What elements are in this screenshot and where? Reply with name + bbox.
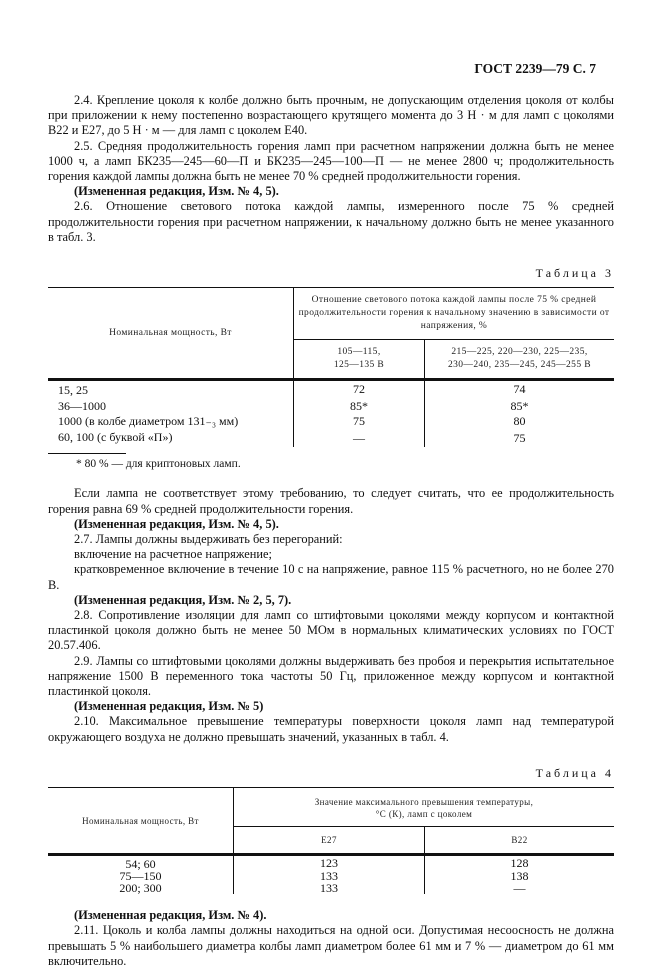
table-row: 200; 300 133 — [48, 882, 614, 894]
table-3 [48, 287, 614, 447]
amendment-note: (Измененная редакция, Изм. № 5) [74, 699, 264, 714]
footnote-divider [48, 453, 126, 454]
table-4-col-power: Номинальная мощность, Вт [48, 788, 234, 855]
table-row: 54; 60 123 128 [48, 855, 614, 871]
table-3-col-v1: 105—115, 125—135 В [294, 340, 425, 380]
amendment-note: (Измененная редакция, Изм. № 4, 5). [74, 184, 279, 199]
clause-2-9: 2.9. Лампы со штифтовыми цоколями должны выдерживать без пробоя и перекрытия испытательное напряжение 1500 В переменного тока частоты 50 Гц, приложенное между корпусом и контактной пластинкой цоколя. [48, 653, 614, 699]
amendment-note: (Измененная редакция, Изм. № 2, 5, 7). [74, 592, 292, 607]
table-4-group-header: Значение максимального превышения температуры, °С (К), ламп с цоколем [234, 788, 615, 827]
table-3-caption: Таблица 3 [535, 266, 614, 281]
table-4 [48, 787, 614, 894]
document-body [48, 93, 614, 969]
table-4-col-e27: Е27 [234, 827, 425, 855]
table-4-caption: Таблица 4 [535, 765, 614, 780]
clause-2-11: 2.11. Цоколь и колба лампы должны находиться на одной оси. Допустимая несоосность не должна превышать 5 % наибольшего диаметра колбы ламп диаметром более 61 мм и 7 % — диаметром до 61 мм включительно. [48, 923, 614, 968]
table-row: 1000 (в колбе диаметром 131₋₃ мм) 75 80 [48, 414, 614, 430]
clause-2-6: 2.6. Отношение светового потока каждой лампы, измеренного после 75 % средней продолжительности горения при расчетном напряжении, к начальному должно быть не менее указанного в табл. 3. [48, 199, 614, 244]
clause-2-5: 2.5. Средняя продолжительность горения ламп при расчетном напряжении должна быть не менее 1000 ч, а ламп БК235—245—60—П и БК235—245—100—П — не менее 2800 ч; продолжительность горения каждой лампы должна быть не менее 70 % средней продолжительности горения. [48, 138, 614, 184]
amendment-note: (Измененная редакция, Изм. № 4, 5). [74, 516, 279, 531]
table-3-group-header: Отношение светового потока каждой лампы после 75 % средней продолжительности горения к начальному значению в зависимости от напряжения, % [294, 288, 615, 340]
table-row: 75—150 133 138 [48, 870, 614, 882]
nonconformity-note: Если лампа не соответствует этому требованию, то следует считать, что ее продолжительность горения равна 69 % средней продолжительности горения. [48, 486, 614, 516]
clause-2-10: 2.10. Максимальное превышение температуры поверхности цоколя ламп над температурой окружающего воздуха не должно превышать значений, указанных в табл. 4. [48, 714, 614, 744]
table-4-col-b22: В22 [425, 827, 615, 855]
table-row: 60, 100 (с буквой «П») — 75 [48, 430, 614, 448]
table-3-col-power: Номинальная мощность, Вт [48, 288, 294, 380]
clause-2-7-item-a: включение на расчетное напряжение; [74, 547, 272, 562]
amendment-note: (Измененная редакция, Изм. № 4). [74, 908, 267, 923]
table-row: 36—1000 85* 85* [48, 399, 614, 415]
table-3-footnote: * 80 % — для криптоновых ламп. [76, 458, 241, 471]
clause-2-7-item-b: кратковременное включение в течение 10 с на напряжение, равное 115 % расчетного, но не более 270 В. [48, 562, 614, 592]
table-row: 15, 25 72 74 [48, 380, 614, 399]
clause-2-8: 2.8. Сопротивление изоляции для ламп со штифтовыми цоколями между корпусом и контактной пластинкой цоколя должно быть не менее 50 МОм в нормальных климатических условиях по ГОСТ 20.57.406. [48, 608, 614, 653]
clause-2-7: 2.7. Лампы должны выдерживать без перегораний: [74, 532, 343, 547]
clause-2-4: 2.4. Крепление цоколя к колбе должно быть прочным, не допускающим отделения цоколя от колбы при приложении к нему постепенно возрастающего крутящего момента до 3 Н · м для ламп с цоколями В22 и Е27, до 5 Н · м — для ламп с цоколем Е40. [48, 93, 614, 138]
table-3-col-v2: 215—225, 220—230, 225—235, 230—240, 235—245, 245—255 В [425, 340, 615, 380]
page-header: ГОСТ 2239—79 С. 7 [474, 61, 596, 76]
